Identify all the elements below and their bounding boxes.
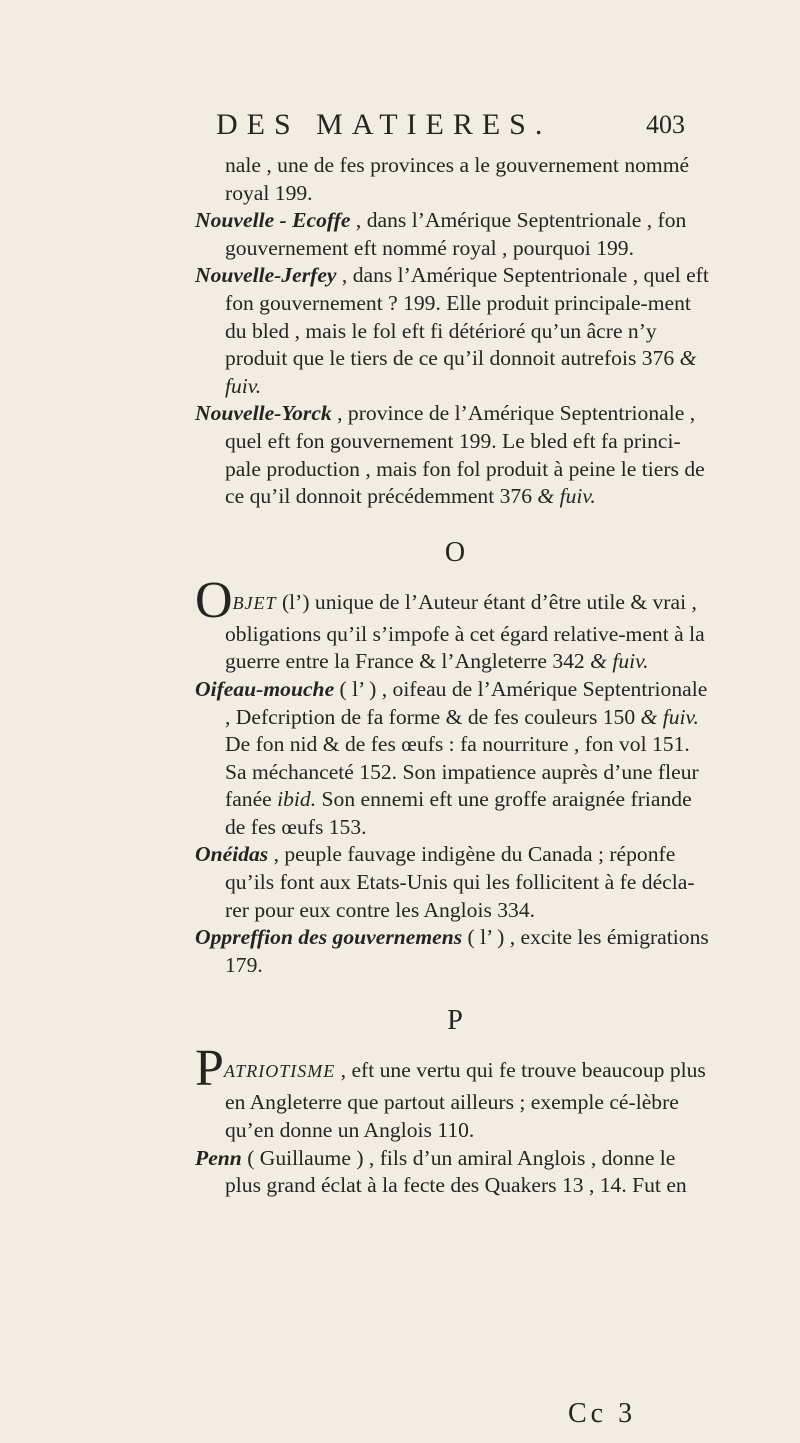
- entry-text: , peuple fauvage indigène du Canada ; réponfe qu’ils font aux Etats-Unis qui les follicitent à fe décla-rer pour eux contre les Anglois 334.: [225, 842, 695, 922]
- index-entry: [195, 207, 715, 262]
- running-title: DES MATIERES.: [216, 108, 552, 141]
- entry-headword: Oppreffion des gouvernemens: [195, 925, 463, 950]
- index-entry: [195, 262, 715, 400]
- running-header: [0, 108, 800, 144]
- entry-text: , eft une vertu qui fe trouve beaucoup plus en Angleterre que partout ailleurs ; exemple cé-lèbre qu’en donne un Anglois 110.: [225, 1058, 706, 1143]
- entry-headword: Nouvelle-Jerfey: [195, 263, 337, 288]
- entry-headword: Onéidas: [195, 842, 269, 867]
- entry-lead-word: ATRIOTISME: [223, 1061, 336, 1082]
- signature-mark: Cc 3: [568, 1398, 637, 1429]
- entry-text: nale , une de fes provinces a le gouvernement nommé royal 199.: [225, 153, 690, 205]
- entry-text: ( l’ ) , excite les émigrations 179.: [225, 925, 709, 977]
- section-letter-p: P: [447, 1005, 463, 1037]
- index-entry: [195, 924, 715, 979]
- entry-reference: & fuiv.: [537, 484, 596, 509]
- section-letter-o: O: [444, 536, 466, 568]
- index-entry: [195, 676, 715, 842]
- index-entry-continuation: [195, 152, 715, 207]
- entry-text: , province de l’Amérique Septentrionale , quel eft fon gouvernement 199. Le bled eft fa princi-pale production , mais fon fol produit à peine le tiers de ce qu’il donnoit précédemment 376: [225, 401, 705, 509]
- index-body: [195, 152, 715, 1200]
- page-number: 403: [646, 110, 685, 139]
- entry-lead-word: BJET: [232, 592, 277, 613]
- entry-headword: Nouvelle - Ecoffe: [195, 208, 351, 233]
- entry-text: De fon nid & de fes œufs : fa nourriture , fon vol 151. Sa méchanceté 152. Son impatience auprès d’une fleur fanée: [225, 732, 699, 812]
- entry-text: ( Guillaume ) , fils d’un amiral Anglois , donne le plus grand éclat à la fecte des Quakers 13 , 14. Fut en: [225, 1145, 687, 1198]
- entry-reference: & fuiv.: [640, 704, 699, 729]
- entry-text: Son ennemi eft une groffe araignée friande de fes œufs 153.: [225, 787, 692, 839]
- entry-text: (l’) unique de l’Auteur étant d’être utile & vrai , obligations qu’il s’impofe à cet égard relative-ment à la guerre entre la France & l’Angleterre 342: [225, 589, 705, 674]
- entry-text: , dans l’Amérique Septentrionale , fon gouvernement eft nommé royal , pourquoi 199.: [225, 208, 687, 260]
- entry-text: , dans l’Amérique Septentrionale , quel eft fon gouvernement ? 199. Elle produit principale-ment du bled , mais le fol eft fi détérioré qu’un âcre n’y produit que le tiers de ce qu’il donnoit autrefois 376: [225, 263, 709, 371]
- entry-headword: Penn: [195, 1145, 242, 1170]
- index-entry: [195, 841, 715, 924]
- entry-text: ( l’ ) , oifeau de l’Amérique Septentrionale , Defcription de fa forme & de fes couleurs 150: [225, 676, 708, 729]
- entry-reference: ibid.: [277, 787, 317, 812]
- index-entry: [195, 1145, 715, 1200]
- entry-headword: Oifeau-mouche: [195, 676, 335, 701]
- index-entry-lead: [195, 1040, 715, 1144]
- drop-initial: P: [195, 1040, 224, 1098]
- entry-reference: & fuiv.: [590, 649, 649, 674]
- entry-headword: Nouvelle-Yorck: [195, 401, 332, 426]
- index-entry-lead: [195, 571, 715, 676]
- entry-reference: & fuiv.: [225, 346, 697, 398]
- drop-initial: O: [195, 571, 233, 629]
- index-entry: [195, 400, 715, 510]
